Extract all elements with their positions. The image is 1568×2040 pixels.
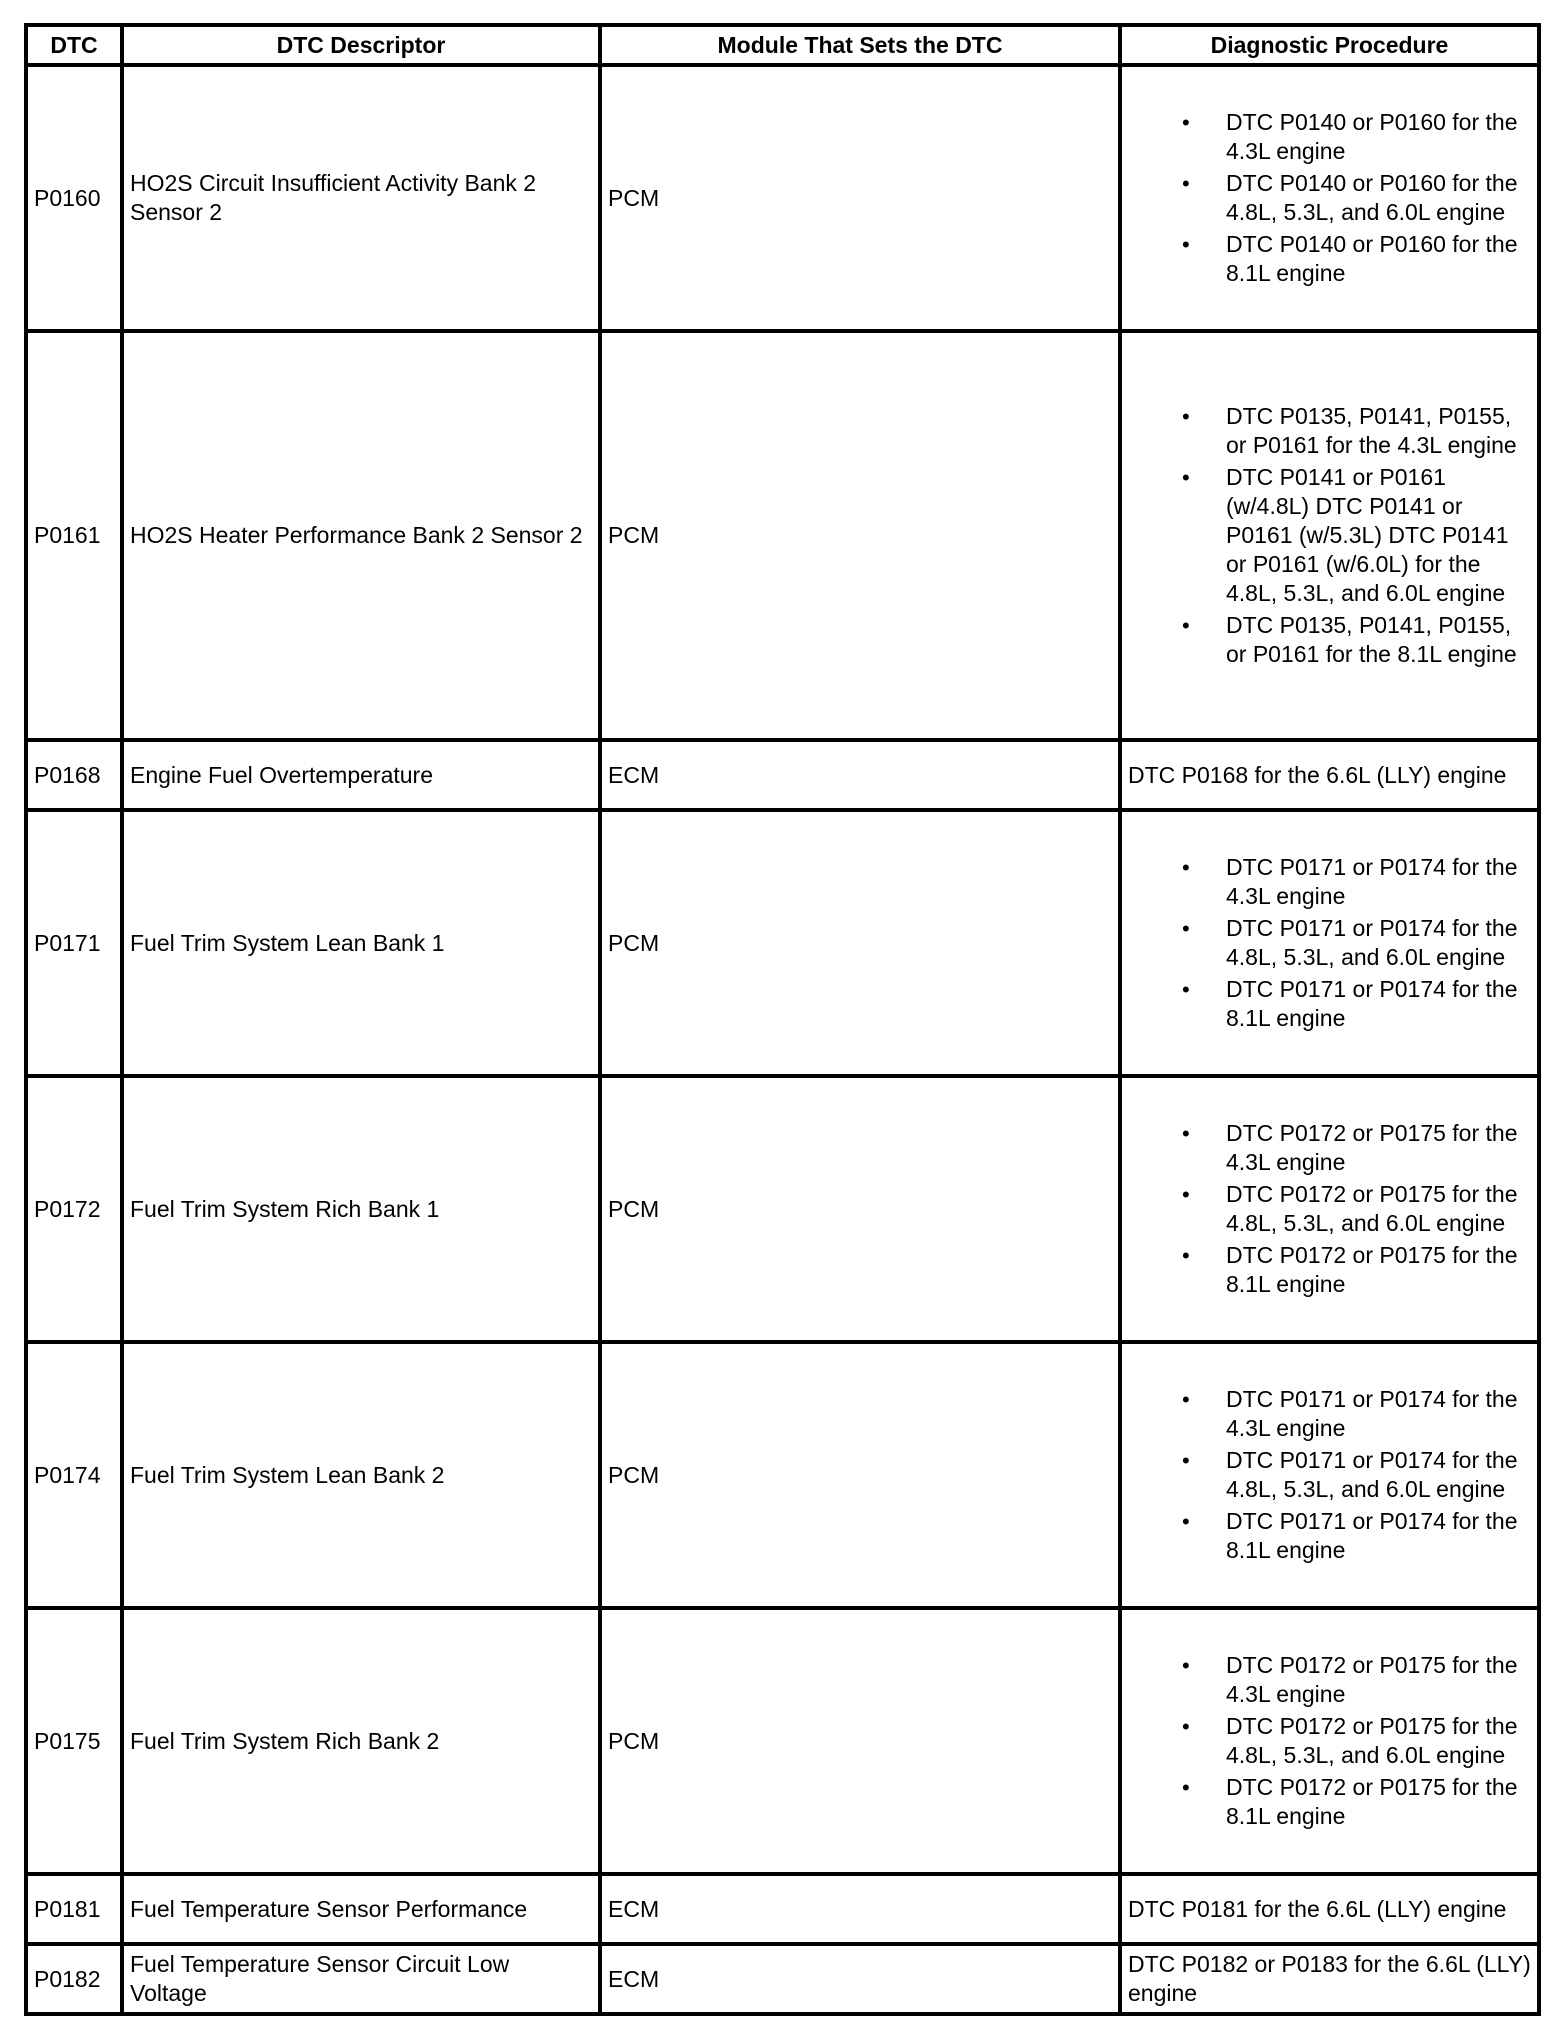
dtc-descriptor: Fuel Trim System Lean Bank 2	[122, 1342, 600, 1608]
procedure-link-text[interactable]: DTC P0168 for the 6.6L (LLY) engine	[1128, 761, 1507, 788]
procedure-item	[1128, 230, 1531, 288]
procedure-item	[1128, 1446, 1531, 1504]
bullet-icon: •	[1182, 1775, 1190, 1800]
header-row	[26, 25, 1539, 65]
procedure-link-text[interactable]: DTC P0182 or P0183 for the 6.6L (LLY) engine	[1128, 1951, 1531, 2006]
diagnostic-procedure	[1120, 331, 1539, 740]
procedure-list	[1128, 853, 1531, 1033]
procedure-item	[1128, 402, 1531, 460]
dtc-descriptor: Fuel Temperature Sensor Performance	[122, 1874, 600, 1944]
bullet-icon: •	[1182, 1714, 1190, 1739]
bullet-icon: •	[1182, 916, 1190, 941]
procedure-link-text[interactable]: DTC P0171 or P0174 for the 4.3L engine	[1226, 854, 1518, 909]
table-row	[26, 810, 1539, 1076]
dtc-code: P0161	[26, 331, 122, 740]
diagnostic-procedure	[1120, 1608, 1539, 1874]
procedure-link-text[interactable]: DTC P0171 or P0174 for the 4.3L engine	[1226, 1386, 1518, 1441]
table-row	[26, 1342, 1539, 1608]
procedure-item	[1128, 611, 1531, 669]
diagnostic-procedure	[1120, 1874, 1539, 1944]
procedure-link-text[interactable]: DTC P0172 or P0175 for the 4.8L, 5.3L, and 6.0L engine	[1226, 1713, 1518, 1768]
dtc-code: P0160	[26, 65, 122, 331]
dtc-descriptor: Fuel Temperature Sensor Circuit Low Voltage	[122, 1944, 600, 2014]
header-descriptor: DTC Descriptor	[122, 25, 600, 65]
procedure-link-text[interactable]: DTC P0172 or P0175 for the 4.3L engine	[1226, 1652, 1518, 1707]
table-row	[26, 331, 1539, 740]
bullet-icon: •	[1182, 1243, 1190, 1268]
dtc-table	[24, 23, 1541, 2016]
table-row	[26, 740, 1539, 810]
header-procedure: Diagnostic Procedure	[1120, 25, 1539, 65]
procedure-item	[1128, 1119, 1531, 1177]
dtc-descriptor: Fuel Trim System Lean Bank 1	[122, 810, 600, 1076]
procedure-item	[1128, 853, 1531, 911]
procedure-link-text[interactable]: DTC P0171 or P0174 for the 4.8L, 5.3L, and 6.0L engine	[1226, 915, 1518, 970]
module-name: PCM	[600, 1608, 1120, 1874]
module-name: PCM	[600, 65, 1120, 331]
diagnostic-procedure	[1120, 1944, 1539, 2014]
bullet-icon: •	[1182, 1653, 1190, 1678]
procedure-item	[1128, 463, 1531, 608]
procedure-link-text[interactable]: DTC P0172 or P0175 for the 4.8L, 5.3L, and 6.0L engine	[1226, 1181, 1518, 1236]
bullet-icon: •	[1182, 1182, 1190, 1207]
bullet-icon: •	[1182, 110, 1190, 135]
module-name: PCM	[600, 1342, 1120, 1608]
bullet-icon: •	[1182, 977, 1190, 1002]
procedure-link-text[interactable]: DTC P0172 or P0175 for the 4.3L engine	[1226, 1120, 1518, 1175]
dtc-descriptor: Fuel Trim System Rich Bank 1	[122, 1076, 600, 1342]
procedure-link-text[interactable]: DTC P0140 or P0160 for the 4.3L engine	[1226, 109, 1518, 164]
dtc-code: P0182	[26, 1944, 122, 2014]
procedure-item	[1128, 975, 1531, 1033]
procedure-item	[1128, 108, 1531, 166]
bullet-icon: •	[1182, 232, 1190, 257]
dtc-descriptor: Engine Fuel Overtemperature	[122, 740, 600, 810]
procedure-link-text[interactable]: DTC P0135, P0141, P0155, or P0161 for the 4.3L engine	[1226, 403, 1517, 458]
procedure-item	[1128, 1651, 1531, 1709]
procedure-item	[1128, 1241, 1531, 1299]
table-row	[26, 1874, 1539, 1944]
dtc-code: P0168	[26, 740, 122, 810]
dtc-code: P0175	[26, 1608, 122, 1874]
diagnostic-procedure	[1120, 1342, 1539, 1608]
bullet-icon: •	[1182, 855, 1190, 880]
procedure-link-text[interactable]: DTC P0171 or P0174 for the 4.8L, 5.3L, and 6.0L engine	[1226, 1447, 1518, 1502]
procedure-link-text[interactable]: DTC P0171 or P0174 for the 8.1L engine	[1226, 1508, 1518, 1563]
procedure-list	[1128, 1385, 1531, 1565]
bullet-icon: •	[1182, 1448, 1190, 1473]
dtc-descriptor: HO2S Circuit Insufficient Activity Bank 2 Sensor 2	[122, 65, 600, 331]
procedure-link-text[interactable]: DTC P0181 for the 6.6L (LLY) engine	[1128, 1895, 1507, 1922]
table-row	[26, 1944, 1539, 2014]
procedure-item	[1128, 1507, 1531, 1565]
procedure-item	[1128, 1773, 1531, 1831]
bullet-icon: •	[1182, 171, 1190, 196]
dtc-code: P0181	[26, 1874, 122, 1944]
procedure-list	[1128, 402, 1531, 669]
dtc-code: P0171	[26, 810, 122, 1076]
bullet-icon: •	[1182, 465, 1190, 490]
dtc-code: P0174	[26, 1342, 122, 1608]
procedure-link-text[interactable]: DTC P0171 or P0174 for the 8.1L engine	[1226, 976, 1518, 1031]
module-name: ECM	[600, 740, 1120, 810]
procedure-list	[1128, 1651, 1531, 1831]
table-row	[26, 65, 1539, 331]
module-name: PCM	[600, 810, 1120, 1076]
procedure-item	[1128, 1180, 1531, 1238]
diagnostic-procedure	[1120, 65, 1539, 331]
table-row	[26, 1076, 1539, 1342]
bullet-icon: •	[1182, 1509, 1190, 1534]
bullet-icon: •	[1182, 404, 1190, 429]
bullet-icon: •	[1182, 613, 1190, 638]
procedure-list	[1128, 108, 1531, 288]
header-module: Module That Sets the DTC	[600, 25, 1120, 65]
procedure-link-text[interactable]: DTC P0140 or P0160 for the 4.8L, 5.3L, and 6.0L engine	[1226, 170, 1518, 225]
procedure-item	[1128, 1712, 1531, 1770]
module-name: PCM	[600, 331, 1120, 740]
dtc-descriptor: HO2S Heater Performance Bank 2 Sensor 2	[122, 331, 600, 740]
module-name: PCM	[600, 1076, 1120, 1342]
procedure-link-text[interactable]: DTC P0172 or P0175 for the 8.1L engine	[1226, 1242, 1518, 1297]
diagnostic-procedure	[1120, 1076, 1539, 1342]
module-name: ECM	[600, 1944, 1120, 2014]
procedure-list	[1128, 1119, 1531, 1299]
procedure-item	[1128, 1385, 1531, 1443]
procedure-link-text[interactable]: DTC P0172 or P0175 for the 8.1L engine	[1226, 1774, 1518, 1829]
procedure-link-text[interactable]: DTC P0140 or P0160 for the 8.1L engine	[1226, 231, 1518, 286]
module-name: ECM	[600, 1874, 1120, 1944]
diagnostic-procedure	[1120, 740, 1539, 810]
procedure-link-text[interactable]: DTC P0141 or P0161 (w/4.8L) DTC P0141 or P0161 (w/5.3L) DTC P0141 or P0161 (w/6.0L) for the 4.8L, 5.3L, and 6.0L engine	[1226, 464, 1509, 606]
bullet-icon: •	[1182, 1387, 1190, 1412]
procedure-item	[1128, 914, 1531, 972]
procedure-item	[1128, 169, 1531, 227]
bullet-icon: •	[1182, 1121, 1190, 1146]
table-row	[26, 1608, 1539, 1874]
procedure-link-text[interactable]: DTC P0135, P0141, P0155, or P0161 for the 8.1L engine	[1226, 612, 1517, 667]
diagnostic-procedure	[1120, 810, 1539, 1076]
dtc-descriptor: Fuel Trim System Rich Bank 2	[122, 1608, 600, 1874]
dtc-code: P0172	[26, 1076, 122, 1342]
header-dtc: DTC	[26, 25, 122, 65]
